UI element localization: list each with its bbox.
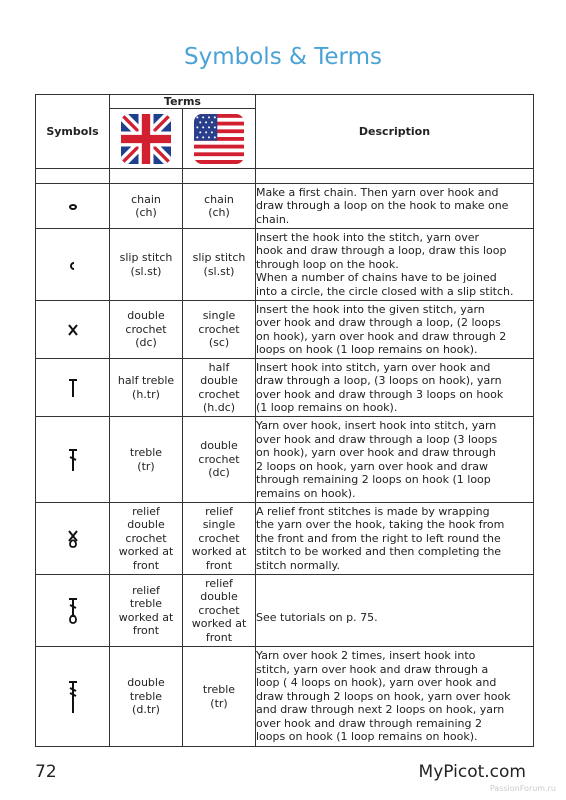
description: Yarn over hook 2 times, insert hook into stitch, yarn over hook and draw through a loop ( 4 loops on hook), yarn over hook and draw through 2 loops on hook, yarn over hook and draw through next 2 loops on hook, yarn over hook and draw through remaining 2 loops on hook (1 loop remains on hook). [256, 647, 534, 747]
description: A relief front stitches is made by wrapping the yarn over the hook, taking the hook from the front and from the right to left round the stitch to be worked and then completing the stitch normally. [256, 503, 534, 575]
uk-term: half treble (h.tr) [110, 359, 183, 417]
table-row [36, 575, 534, 647]
uk-flag-cell [110, 109, 183, 169]
uk-term: chain (ch) [110, 184, 183, 229]
uk-flag-icon [121, 114, 171, 164]
chain-symbol-icon [66, 199, 80, 213]
uk-term: relief double crochet worked at front [110, 503, 183, 575]
description: Insert the hook into the stitch, yarn over hook and draw through a loop, draw this loop through loop on the hook. When a number of chains have to be joined into a circle, the circle closed with a slip stitch. [256, 229, 534, 301]
table-row [36, 359, 534, 417]
table-row [36, 647, 534, 747]
table-row [36, 417, 534, 503]
spacer-row [36, 169, 534, 184]
treble-symbol-icon [66, 448, 80, 472]
us-term: chain (ch) [183, 184, 256, 229]
description: Insert hook into stitch, yarn over hook and draw through a loop, (3 loops on hook), yarn over hook and draw through 3 loops on hook (1 loop remains on hook). [256, 359, 534, 417]
symbol-cell [36, 301, 110, 359]
double-treble-symbol-icon [66, 680, 80, 714]
uk-term: slip stitch (sl.st) [110, 229, 183, 301]
us-term: treble (tr) [183, 647, 256, 747]
slip-stitch-symbol-icon [66, 258, 80, 272]
us-term: relief double crochet worked at front [183, 575, 256, 647]
double-crochet-symbol-icon [66, 323, 80, 337]
us-flag-icon [194, 114, 244, 164]
uk-term: relief treble worked at front [110, 575, 183, 647]
symbol-cell [36, 417, 110, 503]
description: Yarn over hook, insert hook into stitch, yarn over hook and draw through a loop (3 loops on hook), yarn over hook and draw through 2 loops on hook, yarn over hook and draw through remaining 2 loops on hook (1 loop remains on hook). [256, 417, 534, 503]
symbol-cell [36, 647, 110, 747]
brand-name: MyPicot.com [418, 762, 526, 782]
symbol-cell [36, 503, 110, 575]
page-number: 72 [35, 762, 57, 782]
symbols-terms-table [35, 94, 534, 747]
watermark: PassionForum.ru [489, 784, 556, 793]
us-term: single crochet (sc) [183, 301, 256, 359]
symbol-cell [36, 359, 110, 417]
us-term: relief single crochet worked at front [183, 503, 256, 575]
relief-double-crochet-symbol-icon [66, 529, 80, 549]
symbol-cell [36, 575, 110, 647]
table-row [36, 229, 534, 301]
page-title: Symbols & Terms [184, 44, 382, 70]
symbol-cell [36, 229, 110, 301]
header-description: Description [256, 95, 534, 169]
us-term: slip stitch (sl.st) [183, 229, 256, 301]
description: Make a first chain. Then yarn over hook and draw through a loop on the hook to make one chain. [256, 184, 534, 229]
description: See tutorials on p. 75. [256, 575, 534, 647]
us-term: double crochet (dc) [183, 417, 256, 503]
table-row [36, 503, 534, 575]
uk-term: double treble (d.tr) [110, 647, 183, 747]
half-treble-symbol-icon [66, 378, 80, 398]
uk-term: treble (tr) [110, 417, 183, 503]
header-terms: Terms [110, 95, 256, 109]
us-term: half double crochet (h.dc) [183, 359, 256, 417]
table-row [36, 301, 534, 359]
uk-term: double crochet (dc) [110, 301, 183, 359]
symbol-cell [36, 184, 110, 229]
description: Insert the hook into the given stitch, yarn over hook and draw through a loop, (2 loops on hook), yarn over hook and draw through 2 loops on hook (1 loop remains on hook). [256, 301, 534, 359]
header-symbols: Symbols [36, 95, 110, 169]
relief-treble-symbol-icon [66, 597, 80, 625]
table-row [36, 184, 534, 229]
us-flag-cell [183, 109, 256, 169]
